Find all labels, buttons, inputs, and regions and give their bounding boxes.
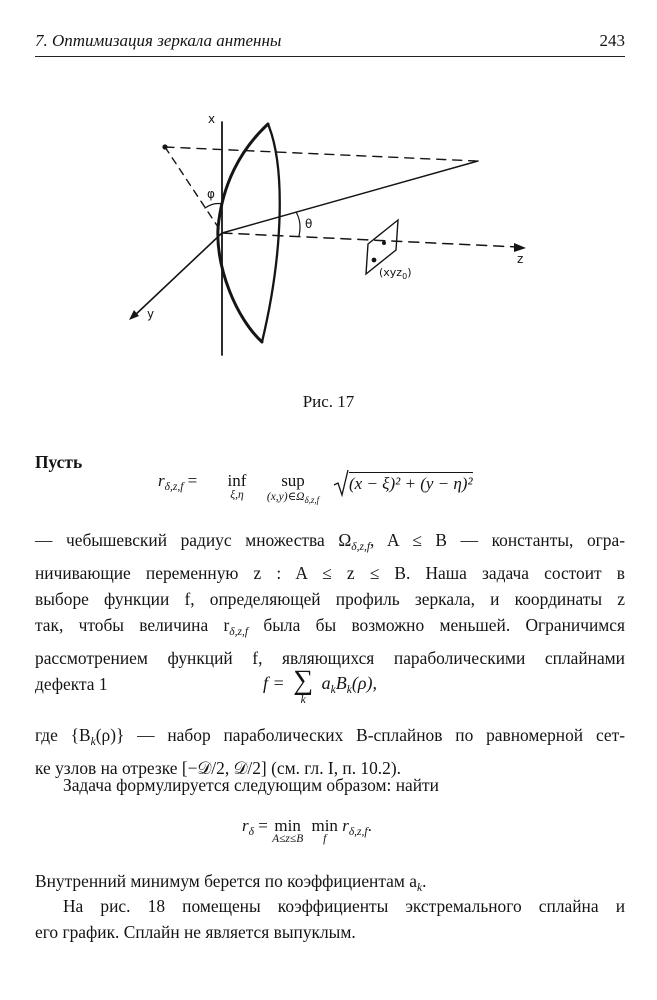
phi-arc	[205, 204, 222, 209]
formula-sup: sup $(x,y)\in\Omega_{\delta,z,f}$	[266, 471, 320, 505]
formula-spline: f = ∑ k $a_kB_k(\rho)$,	[263, 665, 378, 706]
formula-chebyshev: $r_{\delta,z,f}$ =	[158, 471, 198, 493]
paragraph-3: Задача формулируется следующим образом: найти	[63, 775, 439, 795]
z-axis-label: z	[517, 252, 524, 266]
paragraph-5: На рис. 18 помещены коэффициенты экстремального сплайна и его график. Сплайн не является выпуклым.	[35, 896, 625, 942]
paragraph-2: где $\{B_k(\rho)\}$ — набор параболических B-сплайнов по равномерной сет- ке узлов на отрезке [−𝒟/2, 𝒟/2] (см. гл. I, п. 10.2).	[35, 725, 625, 778]
figure-caption: Рис. 17	[302, 392, 355, 411]
theta-label: θ	[305, 217, 313, 231]
x-axis-label: x	[208, 112, 216, 126]
y-arrow	[129, 310, 139, 320]
z-arrow	[514, 243, 526, 252]
paragraph-1: — чебышевский радиус множества $\Omega_{\delta,z,f}$, A ≤ B — константы, огра- ничивающие переменную z : A ≤ z ≤ B. Наша задача состоит в выборе функции f, определяющей профиль зеркала, и координаты z так, чтобы величина $r_{\delta,z,f}$ была бы возможно меньшей. Ограничимся рассмотрением функций f, являющихся параболическими сплайнами дефекта 1	[35, 530, 625, 694]
y-axis-label: y	[147, 307, 155, 321]
ray	[222, 161, 478, 233]
paragraph-4: Внутренний минимум берется по коэффициентам $a_k$.	[35, 871, 427, 894]
pust-word: Пусть	[35, 452, 83, 472]
phi-label: φ	[207, 187, 215, 201]
formula-inf: inf ξ,η	[227, 471, 247, 501]
plane-label: (xyz$_0$)	[379, 266, 412, 281]
antenna-figure	[0, 0, 657, 380]
mirror-right	[262, 124, 280, 342]
interval: [−𝒟/2, 𝒟/2]	[181, 758, 267, 778]
formula-sqrt: (x − ξ)² + (y − η)²	[333, 469, 473, 497]
theta-arc	[296, 212, 300, 236]
source-point	[162, 144, 167, 149]
formula-minmin: $r_\delta$ = min A≤z≤B min f $r_{\delta,z,f}$.	[242, 816, 372, 845]
plane-point	[372, 258, 377, 263]
y-axis	[133, 233, 222, 317]
dashed-top	[165, 147, 476, 161]
sqrt-sign	[333, 469, 349, 497]
page-number: 243	[599, 31, 625, 50]
running-title: 7. Оптимизация зеркала антенны	[35, 31, 282, 50]
plane-center-point	[382, 241, 386, 245]
z-axis	[222, 233, 518, 247]
